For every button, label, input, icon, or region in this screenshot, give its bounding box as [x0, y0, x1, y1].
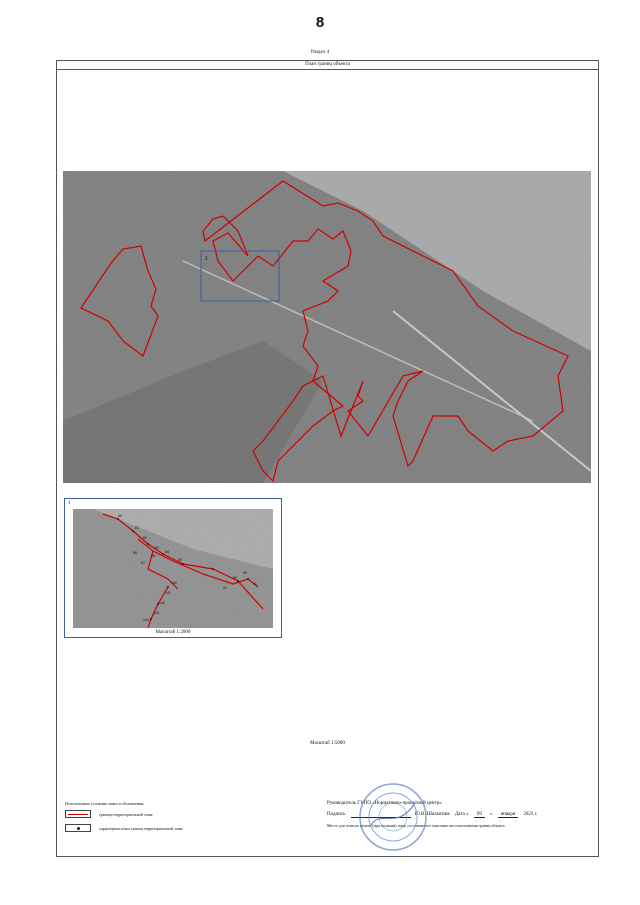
date-day: 09 — [474, 812, 485, 818]
legend-label: характерная точка границ территориальной зоны — [99, 825, 183, 831]
date-label: Дата « — [454, 812, 469, 817]
round-seal-icon — [357, 781, 429, 853]
inset-map-svg — [73, 509, 273, 628]
inset-locator-label: 1 — [205, 256, 208, 262]
svg-text:142: 142 — [159, 601, 165, 605]
sheet-title: План границ объекта — [57, 61, 598, 70]
main-map-svg — [63, 171, 591, 483]
svg-text:85: 85 — [178, 558, 182, 562]
date-day-close: » — [490, 812, 493, 817]
svg-text:88: 88 — [151, 554, 155, 558]
main-map — [63, 171, 591, 483]
svg-text:81: 81 — [135, 526, 139, 530]
point-marker-icon — [65, 824, 91, 832]
svg-text:144: 144 — [143, 618, 149, 622]
svg-text:87: 87 — [141, 561, 145, 565]
page-number: 8 — [315, 14, 325, 31]
inset-map — [73, 509, 273, 628]
legend-title: Используемые условные знаки и обозначения: — [65, 801, 145, 806]
svg-text:92: 92 — [223, 586, 227, 590]
svg-text:143: 143 — [153, 611, 159, 615]
signature-label: Подпись — [327, 812, 346, 817]
document-sheet — [56, 60, 599, 857]
svg-text:140: 140 — [171, 581, 177, 585]
main-scale-label: Масштаб 1:5000 — [310, 741, 345, 746]
svg-text:90: 90 — [243, 571, 247, 575]
date-year: 2023 г. — [523, 812, 538, 817]
inset-corner-label: 1 — [68, 501, 71, 506]
boundary-line-icon — [65, 810, 91, 818]
svg-text:89: 89 — [233, 576, 237, 580]
svg-text:80: 80 — [118, 514, 122, 518]
section-label: Раздел 4 — [311, 50, 329, 55]
legend-item-boundary — [65, 810, 265, 818]
svg-text:86: 86 — [133, 551, 137, 555]
svg-text:141: 141 — [165, 591, 171, 595]
inset-scale-label: Масштаб 1:2000 — [155, 630, 191, 635]
date-month: января — [498, 812, 518, 818]
svg-text:91: 91 — [253, 582, 257, 586]
svg-text:84: 84 — [165, 550, 169, 554]
legend — [65, 801, 265, 838]
signer-position: Руководитель ГУПО «Нормативно-проектный центр» — [327, 801, 442, 806]
svg-text:83: 83 — [155, 546, 159, 550]
stamp-note: Место для оттиска печати (при наличии) лица, составившего описание местоположения границ объекта — [327, 823, 505, 828]
legend-label: граница территориальной зоны — [99, 811, 153, 817]
svg-text:82: 82 — [143, 536, 147, 540]
legend-item-point — [65, 824, 265, 832]
inset-frame — [64, 498, 282, 638]
signer-name: Ю.В. Шалыгина — [414, 812, 450, 817]
